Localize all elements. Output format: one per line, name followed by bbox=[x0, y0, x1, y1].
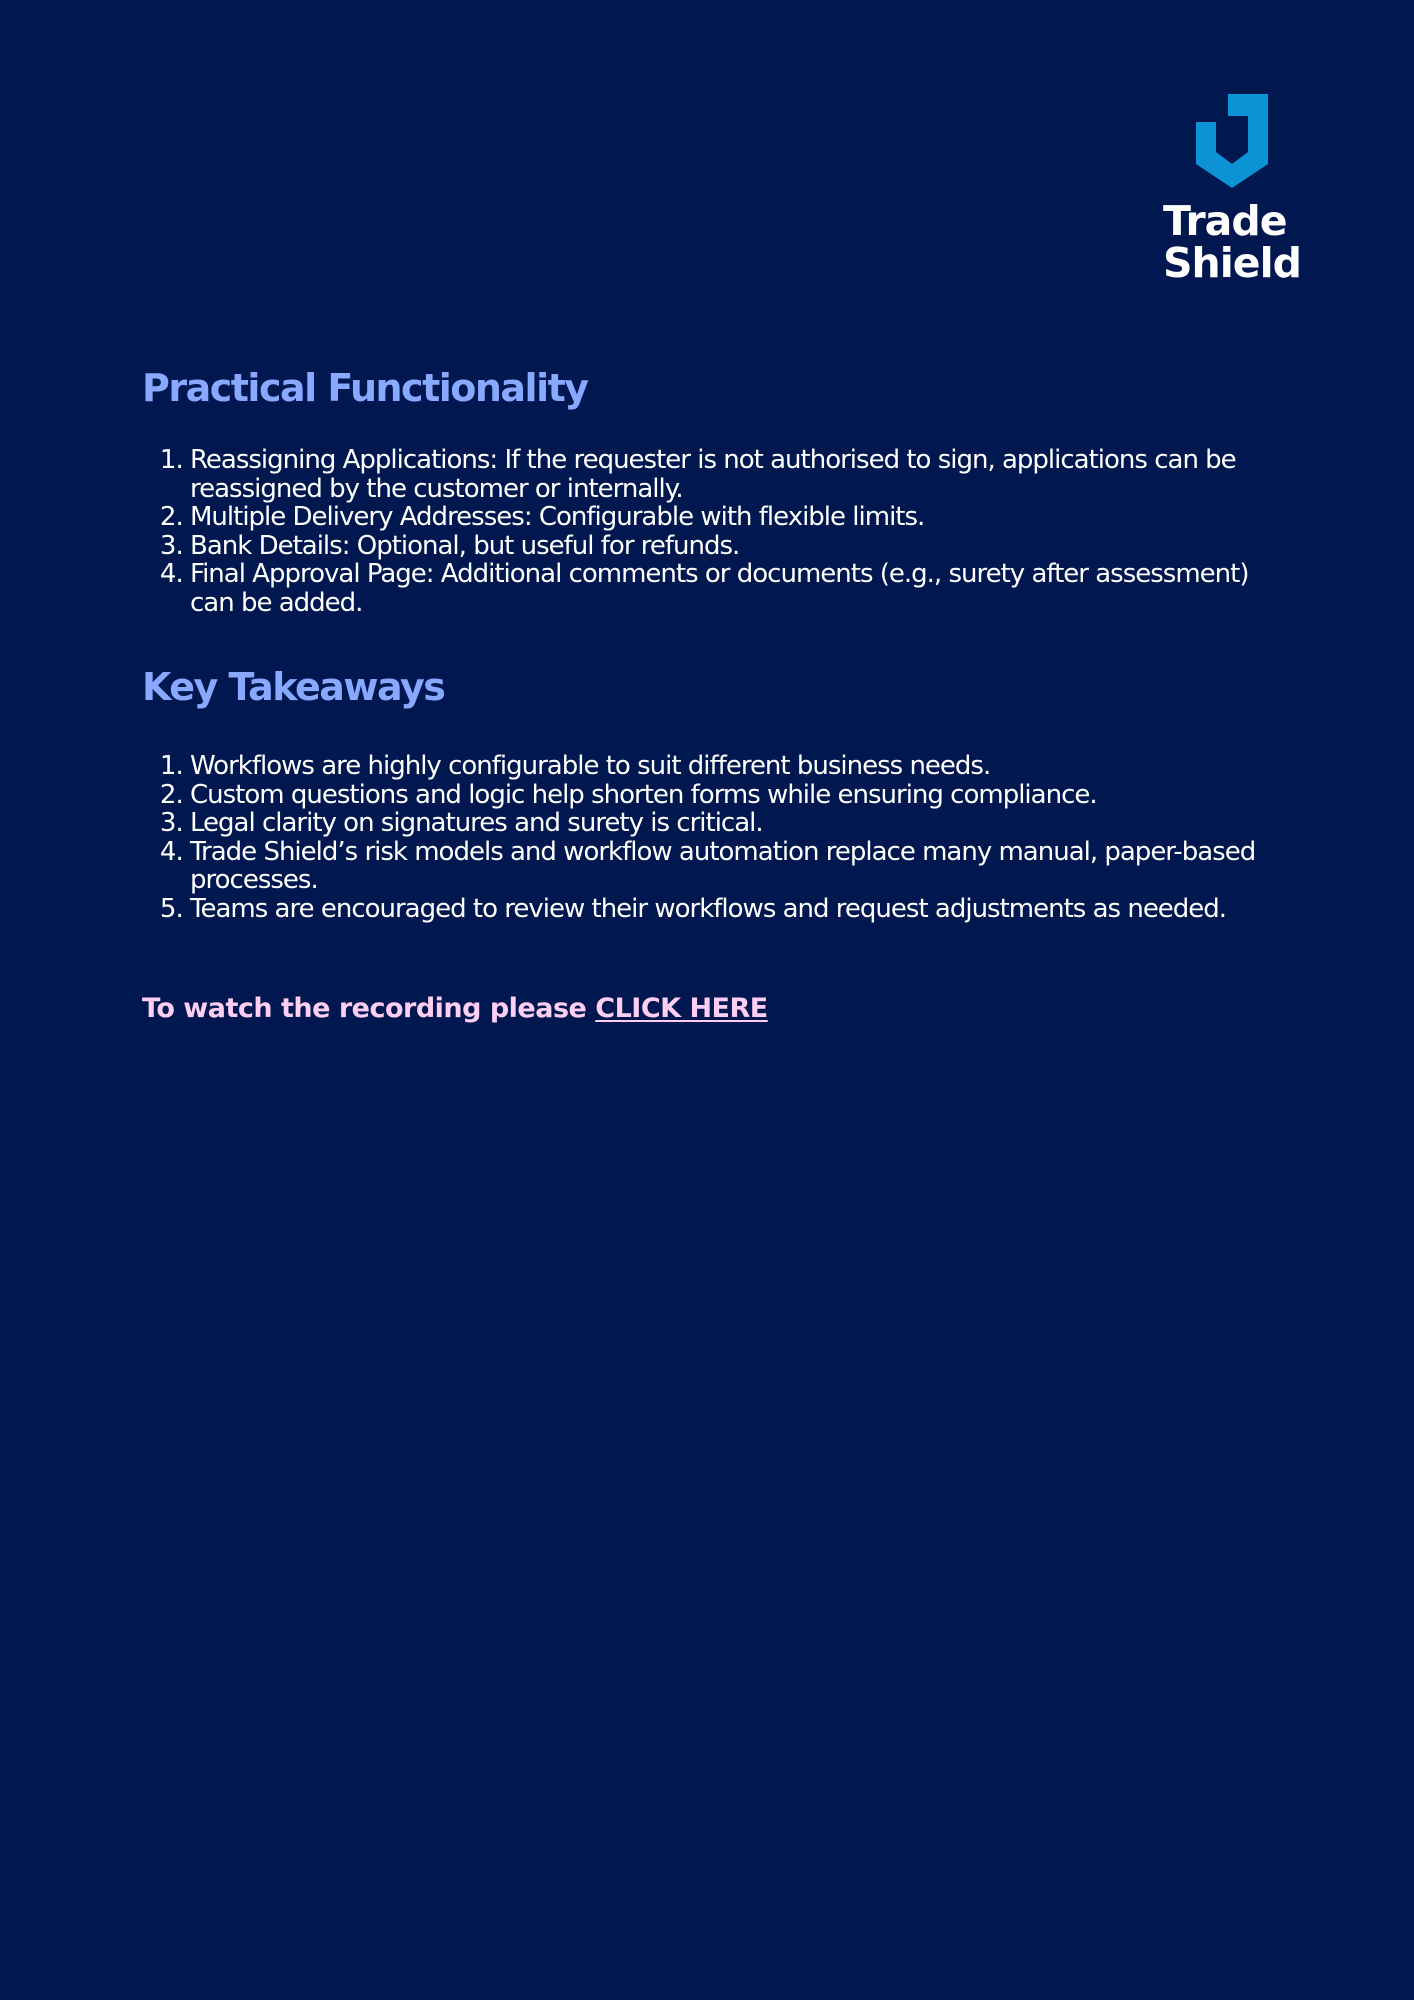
key-takeaways-list bbox=[142, 752, 1282, 923]
logo-wordmark-line1: Trade bbox=[1163, 197, 1287, 245]
document-content bbox=[142, 358, 1282, 1029]
trade-shield-logo bbox=[1160, 92, 1306, 287]
section-heading-practical-functionality: Practical Functionality bbox=[142, 366, 588, 410]
recording-cta-text: To watch the recording please bbox=[142, 993, 596, 1024]
list-item: 3. Bank Details: Optional, but useful for refunds. bbox=[190, 532, 1282, 561]
list-item: 4. Trade Shield’s risk models and workflow automation replace many manual, paper-based processes. bbox=[190, 838, 1282, 895]
list-item: 5. Teams are encouraged to review their workflows and request adjustments as needed. bbox=[190, 895, 1282, 924]
logo-wordmark bbox=[1163, 197, 1301, 287]
list-item: 1. Reassigning Applications: If the requester is not authorised to sign, applications can be reassigned by the customer or internally. bbox=[190, 446, 1282, 503]
list-item: 2. Custom questions and logic help shorten forms while ensuring compliance. bbox=[190, 781, 1282, 810]
click-here-link[interactable]: CLICK HERE bbox=[595, 993, 768, 1024]
trade-shield-logo-icon bbox=[1192, 94, 1272, 190]
section-heading-key-takeaways: Key Takeaways bbox=[142, 665, 445, 709]
logo-wordmark-line2: Shield bbox=[1163, 239, 1301, 287]
practical-functionality-list bbox=[142, 446, 1282, 617]
list-item: 2. Multiple Delivery Addresses: Configurable with flexible limits. bbox=[190, 503, 1282, 532]
list-item: 3. Legal clarity on signatures and surety is critical. bbox=[190, 809, 1282, 838]
recording-cta bbox=[142, 989, 1282, 1029]
list-item: 1. Workflows are highly configurable to suit different business needs. bbox=[190, 752, 1282, 781]
list-item: 4. Final Approval Page: Additional comments or documents (e.g., surety after assessment) can be added. bbox=[190, 560, 1282, 617]
